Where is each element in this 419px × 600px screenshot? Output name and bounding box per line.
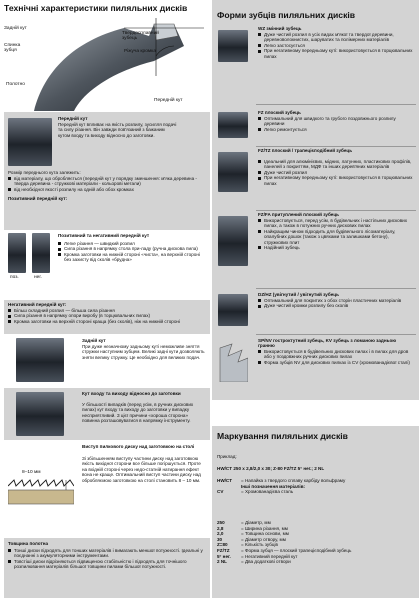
marking-row: FZ/TZ = Форма зубця — плоский трапецієподібний зубець: [217, 547, 352, 553]
shape-list: [258, 159, 414, 186]
rake-panel: [4, 112, 210, 230]
thickness-panel: [4, 538, 210, 598]
shape-item: Дуже чистий розпил в усіх видах м'якої та твердої деревини, деревноволокнистих, шаруватих та полімерних матеріалів: [258, 32, 414, 43]
shape-item: Використовується, перед усім, в будівельних і настільних дискових пилах, а також в потужних ручних дискових пилах: [258, 218, 414, 229]
back-text: При дуже незначному задньому куті неможливе зняття стружки наступним зубцем. Великі задні кути дозволяють зняти велику стружку. Це необхідно для великих подач.: [82, 344, 205, 360]
marking-rows-1: [217, 478, 415, 495]
shape-list: [258, 32, 414, 59]
label-back-angle: Задній кут: [4, 26, 27, 31]
entry-exit-image: [16, 392, 64, 436]
extend-heading: Виступ пилкового диску над заготовкою на столі: [82, 444, 195, 449]
label-rake-angle: Передній кут: [154, 98, 183, 103]
extend-text: Зі збільшенням виступу частини диску над заготовкою якість вихідної сторони все більше погіршується. Проте на вхідній стороні через недо-статній натирання ефект вона не краще. Оптимальний виступ частини диску над обробляємою заготовкою на столі становить 8 – 10 мм.: [82, 456, 201, 483]
negative-rake-image: [32, 233, 50, 273]
shape-heading: FZ плоский зубець: [258, 110, 301, 115]
thickness-item: Товстіші диски відрізняються підвищеною стабільністю і підходять для точнішого розпилювання матеріалів більшої товщини пилами більшої потужності.: [8, 559, 206, 570]
pos-neg-heading: Позитивний та негативний передній кут: [58, 233, 150, 238]
shape-item: Легко ремонтується: [258, 127, 414, 132]
divider: [256, 334, 416, 335]
rake-angle-image: [8, 118, 52, 166]
positive-item: Кромка заготовки на нижній стороні «чиста», на верхній стороні без захисту від сколів «брудна»: [58, 252, 208, 263]
shape-list: [258, 349, 414, 365]
shape-sp-nv: [216, 338, 416, 398]
label-cutting-edge: Ріжуча кромка: [124, 49, 157, 54]
negative-panel: [4, 300, 210, 334]
choice-intro: Розмір переднього кута залежить:: [8, 170, 81, 175]
shape-heading: DZ/HZ (увігнутий / увігнутий зубець: [258, 292, 339, 297]
marking-row: 250 = Діаметр, мм: [217, 520, 271, 525]
label-pos: поз.: [10, 275, 19, 280]
shape-item: При негативному передньому куті: використовується в торцювальних пилах: [258, 48, 414, 59]
dz-hz-tooth-image: [218, 294, 248, 326]
shape-item: Найкращим чином підходить для будівельного лісоматеріалу, опалубних дошок (також з цвяхами та залишками бетону), стружкових плит: [258, 229, 414, 245]
divider: [256, 210, 416, 211]
label-gullet: Спинка зубця: [4, 43, 21, 54]
positive-list: [58, 241, 208, 263]
right-column: [212, 0, 419, 600]
label-neg: нег.: [34, 275, 42, 280]
shape-item: При негативному передньому куті: використовується в торцювальних пилах: [258, 175, 414, 186]
positive-item: Легке різання — швидкий розпил: [58, 241, 208, 246]
rake-text: Передній кут впливає на якість розпилу, зусилля подачі та силу різання. Він завжди пов'язаний з бажаним кутом входу та виходу відносно до заготовки.: [58, 122, 177, 138]
negative-item: Сила різання в напрямку опори виробу (в торцювальних пилах): [8, 313, 206, 318]
shape-item: Легко застосується: [258, 43, 414, 48]
marking-row: 5° нег. = Негативний передній кут: [217, 553, 298, 559]
negative-item: Кромка заготовки на верхній стороні краща (без сколів), ніж на нижній стороні: [8, 319, 206, 324]
marking-row: 2 NL = Два додаткові отвори: [217, 559, 291, 565]
shape-fz: [216, 110, 416, 140]
shape-dz-hz: [216, 292, 416, 332]
positive-item: Сила різання в напрямку стола при-ладу (ручна дискова пила): [58, 246, 208, 251]
thickness-heading: Товщина полотна: [8, 541, 49, 546]
left-title: Технічні характеристики пиляльних дисків: [4, 3, 188, 13]
shape-heading: WZ змінний зубець: [258, 26, 302, 31]
choice-item: від матеріалу, що обробляється (передній кут у порядку зменшення: м'яка деревина - тверда деревина - стружкові матеріали - кольорові метали): [8, 176, 206, 187]
shape-heading: FZ/FA притуплений плоский зубець: [258, 212, 339, 217]
marking-row: 2,0 = Товщина основи, мм: [217, 531, 289, 537]
shape-item: Ідеальний для алюмінієвих, мідних, латунних, пластикових профілів, панелей з покриттям, МДФ та інших дерев'яних матеріалів: [258, 159, 414, 170]
label-blade: Полотно: [6, 82, 25, 87]
entry-heading: Кут входу та виходу відносно до заготовки: [82, 391, 181, 396]
back-angle-image: [16, 338, 64, 382]
marking-row: Інші позначення матеріалів:: [241, 483, 306, 489]
tooth-diagram: [4, 16, 210, 111]
shape-item: Оптимальний для швидкого та грубого поздовжнього розпилу деревини: [258, 116, 414, 127]
rake-heading: Передній кут: [58, 116, 88, 121]
choice-item: від необхідної якості розпилу на одній або обох кромках: [8, 187, 206, 192]
thickness-list: [8, 548, 206, 570]
shape-item: Форма зубців NV для дискових пилках із CV (хромованадієвої сталі): [258, 360, 414, 365]
wz-tooth-image: [218, 30, 248, 62]
label-brazed-tooth: Твердосплавний зубець: [122, 31, 159, 42]
marking-row: 30 = Діаметр отвору, мм: [217, 536, 286, 542]
tooth-shapes-panel: [212, 0, 419, 400]
extend-section: [4, 442, 210, 536]
extend-illustration: [8, 476, 74, 516]
extend-dim-label: 8–10 мм: [22, 470, 41, 475]
marking-row: 2,8 = Ширина різання, мм: [217, 525, 288, 531]
shape-heading: FZ/TZ плоский / трапецієподібний зубець: [258, 148, 353, 153]
back-heading: Задній кут: [82, 338, 106, 343]
shape-item: Дуже чистий кромки розпилу без сколів: [258, 303, 414, 308]
marking-row: HW/CT = Напайка з твердого сплаву карбіду вольфраму: [217, 478, 346, 483]
marking-panel: [212, 426, 419, 598]
example-code: HW/CT 250 x 2,8/2,0 x 30; Z-80 FZ/TZ 5° нег.; 2 NL: [217, 466, 325, 471]
shape-list: [258, 116, 414, 132]
right-title: Форми зубців пиляльних дисків: [217, 10, 356, 20]
shape-item: Надійний зубець: [258, 245, 414, 250]
example-label: Приклад:: [217, 454, 237, 459]
positive-rake-image: [8, 233, 26, 273]
marking-rows-2: [217, 520, 415, 565]
negative-item: Більш складний розпил — більша сила різання: [8, 308, 206, 313]
entry-text: У більшості випадків (перед усім, в ручних дискових пилах) кут входу та виходу до заготовки у випадку несприятливий. З цієї причини «хороша сторона» повинна розташовуватися в напрямку інструменту.: [82, 402, 194, 424]
shape-item: Дуже чистий розпил: [258, 170, 414, 175]
fz-fa-tooth-image: [218, 216, 248, 266]
shape-fz-fa: [216, 212, 416, 278]
marking-title: Маркування пиляльних дисків: [217, 431, 348, 441]
marking-row: Z=80 = Кількість зубців: [217, 542, 278, 548]
shape-heading: SP/NV гостроктутний зубець, KV зубець з ломаною задньою гранню: [258, 338, 397, 349]
pos-neg-section: [4, 231, 210, 299]
divider: [256, 146, 416, 147]
choice-list: [8, 176, 206, 192]
divider: [256, 104, 416, 105]
fz-tooth-image: [218, 112, 248, 138]
divider: [256, 288, 416, 289]
shape-list: [258, 298, 414, 309]
negative-heading: Негативний передній кут:: [8, 302, 67, 307]
sp-nv-tooth-image: [218, 342, 248, 382]
shape-fz-tz: [216, 148, 416, 206]
fz-tz-tooth-image: [218, 152, 248, 192]
shape-list: [258, 218, 414, 250]
tooth-geometry-illustration: [4, 16, 210, 111]
back-section: [4, 336, 210, 386]
shape-wz: [216, 26, 416, 88]
negative-list: [8, 308, 206, 324]
entry-panel: [4, 388, 210, 440]
marking-row: CV = Хромованадієва сталь: [217, 489, 294, 495]
pos-neg-label: Позитивний передній кут:: [8, 196, 68, 201]
shape-item: Використовується в будівельних дискових пилах і в пилах для дров або у поздовжних ручних дискових пилах: [258, 349, 414, 360]
thickness-item: Тонші диски підходять для тонших матеріалів і вимагають меншої потужності. Ідеальні у поєднанні з акумуляторними інструментами.: [8, 548, 206, 559]
shape-item: Оптимальний для покритих з обох сторін пластичних матеріалів: [258, 298, 414, 303]
